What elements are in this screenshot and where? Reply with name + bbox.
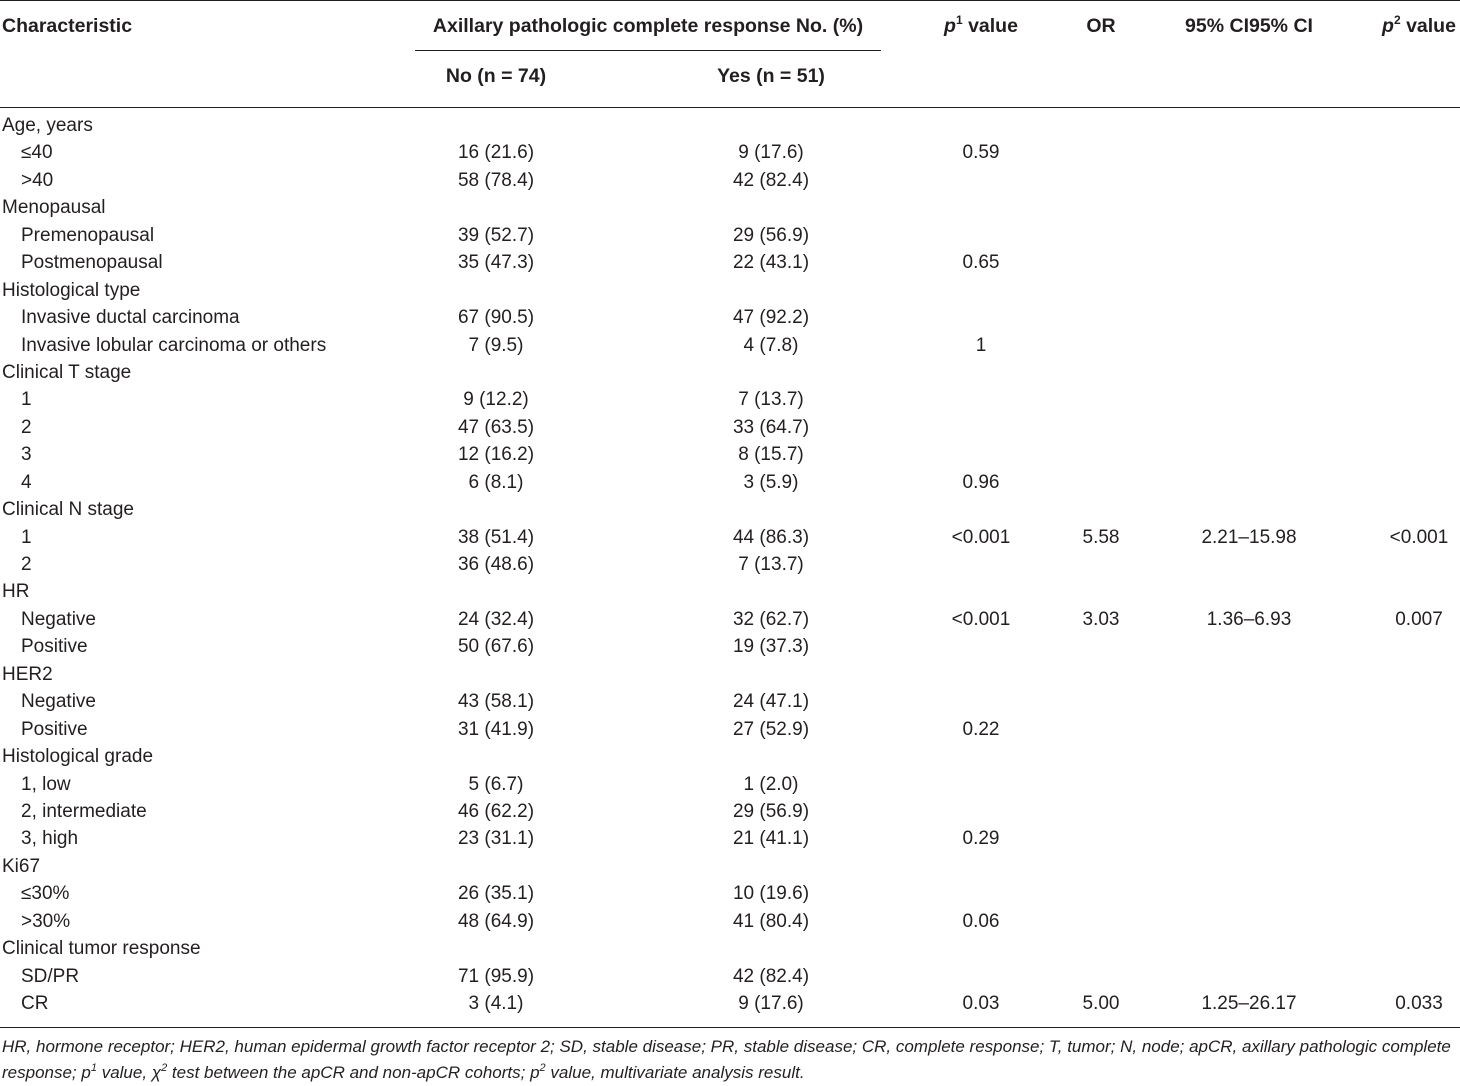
cell-characteristic: 1 (21, 389, 32, 411)
table-row (0, 414, 1460, 441)
cell-ci: 2.21–15.98 (1201, 526, 1297, 548)
cell-characteristic: 2 (21, 554, 32, 575)
cell-characteristic: Clinical N stage (2, 499, 134, 521)
cell-no: 67 (90.5) (457, 307, 535, 329)
cell-p2-value: <0.001 (1389, 526, 1449, 548)
table-row (0, 222, 1460, 249)
cell-characteristic: ≤30% (21, 883, 70, 905)
cell-no: 47 (63.5) (457, 416, 535, 438)
header-ci: 95% CI95% CI (1185, 15, 1313, 37)
cell-characteristic: 1 (21, 526, 32, 548)
footnote-text-2: value, χ (96, 1063, 162, 1082)
cell-characteristic: Age, years (2, 115, 93, 136)
cell-yes: 41 (80.4) (732, 910, 810, 932)
cell-yes: 7 (13.7) (738, 389, 804, 411)
cell-no: 6 (8.1) (468, 471, 524, 493)
header-p2-sup: 2 (1393, 13, 1401, 27)
table-row (0, 880, 1460, 907)
header-or: OR (1086, 15, 1116, 37)
cell-no: 58 (78.4) (457, 169, 535, 191)
table-row (0, 825, 1460, 852)
header-characteristic: Characteristic (2, 15, 133, 37)
cell-characteristic: >30% (21, 910, 71, 932)
cell-no: 39 (52.7) (457, 224, 535, 246)
cell-p1-value: 0.03 (962, 993, 1000, 1014)
cell-yes: 10 (19.6) (732, 883, 810, 905)
cell-yes: 22 (43.1) (732, 252, 810, 274)
table-group-row (0, 194, 1460, 221)
cell-characteristic: Histological type (2, 279, 141, 301)
cell-yes: 29 (56.9) (732, 800, 810, 822)
footnote-sup-2: 2 (539, 1062, 546, 1074)
table-row (0, 606, 1460, 633)
cell-no: 50 (67.6) (457, 636, 535, 658)
table-group-row (0, 578, 1460, 605)
cell-yes: 7 (13.7) (738, 554, 804, 575)
cell-or: 5.58 (1082, 526, 1120, 548)
cell-no: 71 (95.9) (457, 965, 535, 987)
cell-yes: 29 (56.9) (732, 224, 810, 246)
cell-yes: 21 (41.1) (732, 828, 810, 850)
cell-yes: 3 (5.9) (743, 471, 799, 493)
cell-characteristic: Menopausal (2, 197, 106, 219)
cell-characteristic: 4 (21, 471, 32, 493)
cell-no: 35 (47.3) (457, 252, 535, 274)
header-bottom-rule (0, 107, 1460, 108)
cell-no: 9 (12.2) (463, 389, 529, 411)
cell-characteristic: Premenopausal (21, 224, 155, 246)
cell-p1-value: 0.59 (962, 142, 1000, 164)
footnote-text-3: test between the apCR and non-apCR cohorts; p (167, 1063, 540, 1082)
cell-characteristic: ≤40 (21, 142, 53, 164)
cell-characteristic: Clinical tumor response (2, 938, 201, 960)
cell-characteristic: Invasive lobular carcinoma or others (21, 334, 327, 356)
table-top-rule (0, 0, 1460, 1)
cell-yes: 4 (7.8) (743, 334, 799, 356)
cell-characteristic: >40 (21, 169, 54, 191)
cell-no: 3 (4.1) (468, 993, 524, 1014)
cell-characteristic: 3, high (21, 828, 79, 850)
table-group-row (0, 277, 1460, 304)
cell-no: 38 (51.4) (457, 526, 535, 548)
cell-no: 43 (58.1) (457, 691, 535, 713)
cell-characteristic: 2, intermediate (21, 800, 147, 822)
cell-yes: 1 (2.0) (743, 773, 799, 795)
cell-yes: 47 (92.2) (732, 307, 810, 329)
cell-p1-value: 0.06 (962, 910, 1000, 932)
header-p1-letter: p (944, 15, 956, 37)
cell-or: 5.00 (1082, 993, 1120, 1014)
cell-no: 7 (9.5) (468, 334, 524, 356)
cell-ci: 1.25–26.17 (1201, 993, 1297, 1014)
table-row (0, 963, 1460, 990)
table-bottom-rule (0, 1027, 1460, 1028)
cell-yes: 32 (62.7) (732, 608, 810, 630)
cell-yes: 42 (82.4) (732, 169, 810, 191)
cell-p2-value: 0.033 (1395, 993, 1443, 1014)
cell-yes: 42 (82.4) (732, 965, 810, 987)
cell-no: 12 (16.2) (457, 444, 535, 466)
cell-characteristic: SD/PR (21, 965, 80, 987)
table-group-row (0, 853, 1460, 880)
footnote-sup-chi: 2 (161, 1062, 168, 1074)
cell-yes: 27 (52.9) (732, 718, 810, 740)
cell-characteristic: HER2 (2, 663, 53, 685)
cell-p2-value: 0.007 (1395, 608, 1443, 630)
cell-no: 24 (32.4) (457, 608, 535, 630)
table-group-row (0, 935, 1460, 962)
cell-characteristic: Positive (21, 718, 88, 740)
cell-characteristic: Clinical T stage (2, 361, 132, 383)
cell-no: 36 (48.6) (457, 554, 535, 575)
table-footnote (2, 1034, 1458, 1086)
cell-ci: 1.36–6.93 (1206, 608, 1292, 630)
table-row (0, 469, 1460, 496)
table-group-row (0, 112, 1460, 139)
cell-yes: 19 (37.3) (732, 636, 810, 658)
footnote-text-1: HR, hormone receptor; HER2, human epidermal growth factor receptor 2; SD, stable disease; PR, stable disease; CR, complete response; T, tumor; N, node; apCR, axillary pathologic complete response; p (2, 1037, 1451, 1082)
cell-characteristic: Negative (21, 608, 96, 630)
table-group-row (0, 496, 1460, 523)
table-row (0, 633, 1460, 660)
cell-no: 26 (35.1) (457, 883, 535, 905)
cell-or: 3.03 (1082, 608, 1120, 630)
table-group-row (0, 743, 1460, 770)
cell-characteristic: Positive (21, 636, 88, 658)
cell-p1-value: 1 (975, 334, 987, 356)
cell-no: 23 (31.1) (457, 828, 535, 850)
cell-characteristic: 2 (21, 416, 32, 438)
table-row (0, 798, 1460, 825)
cell-yes: 9 (17.6) (738, 993, 804, 1014)
header-yes: Yes (n = 51) (717, 65, 825, 87)
table-row (0, 551, 1460, 578)
table-row (0, 249, 1460, 276)
cell-characteristic: Histological grade (2, 746, 154, 768)
header-p1-sup: 1 (955, 13, 963, 27)
table-row (0, 386, 1460, 413)
table-row (0, 139, 1460, 166)
cell-yes: 9 (17.6) (738, 142, 804, 164)
table-row (0, 716, 1460, 743)
header-p1-value (944, 14, 1018, 38)
footnote-sup-1: 1 (90, 1062, 97, 1074)
cell-characteristic: Ki67 (2, 855, 41, 877)
cell-p1-value: <0.001 (951, 526, 1011, 548)
cell-yes: 24 (47.1) (732, 691, 810, 713)
header-p2-suffix: value (1400, 15, 1456, 37)
cell-yes: 8 (15.7) (738, 444, 804, 466)
cell-no: 16 (21.6) (457, 142, 535, 164)
cell-p1-value: 0.65 (962, 252, 1000, 274)
header-group-apcr: Axillary pathologic complete response No. (%) (432, 15, 864, 37)
header-p2-letter: p (1382, 15, 1394, 37)
table-body (0, 112, 1460, 1017)
table-group-row (0, 359, 1460, 386)
cell-no: 5 (6.7) (468, 773, 524, 795)
cell-no: 48 (64.9) (457, 910, 535, 932)
group-header-rule (415, 50, 881, 51)
table-row (0, 304, 1460, 331)
cell-p1-value: 0.96 (962, 471, 1000, 493)
table-row (0, 908, 1460, 935)
table-group-row (0, 661, 1460, 688)
header-p1-suffix: value (962, 15, 1018, 37)
footnote-text-4: value, multivariate analysis result. (545, 1063, 805, 1082)
cell-p1-value: <0.001 (951, 608, 1011, 630)
table-row (0, 990, 1460, 1017)
cell-characteristic: 3 (21, 444, 32, 466)
cell-characteristic: CR (21, 993, 49, 1014)
table-row (0, 332, 1460, 359)
cell-p1-value: 0.22 (962, 718, 1000, 740)
cell-yes: 33 (64.7) (732, 416, 810, 438)
header-no: No (n = 74) (445, 65, 547, 87)
table-row (0, 167, 1460, 194)
cell-no: 31 (41.9) (457, 718, 535, 740)
header-p2-value (1382, 14, 1456, 38)
table-row (0, 688, 1460, 715)
table-row (0, 771, 1460, 798)
cell-characteristic: 1, low (21, 773, 71, 795)
cell-no: 46 (62.2) (457, 800, 535, 822)
table-row (0, 441, 1460, 468)
cell-characteristic: Invasive ductal carcinoma (21, 307, 240, 329)
cell-characteristic: Postmenopausal (21, 252, 163, 274)
cell-yes: 44 (86.3) (732, 526, 810, 548)
table-row (0, 524, 1460, 551)
cell-characteristic: HR (2, 581, 30, 603)
cell-p1-value: 0.29 (962, 828, 1000, 850)
cell-characteristic: Negative (21, 691, 96, 713)
